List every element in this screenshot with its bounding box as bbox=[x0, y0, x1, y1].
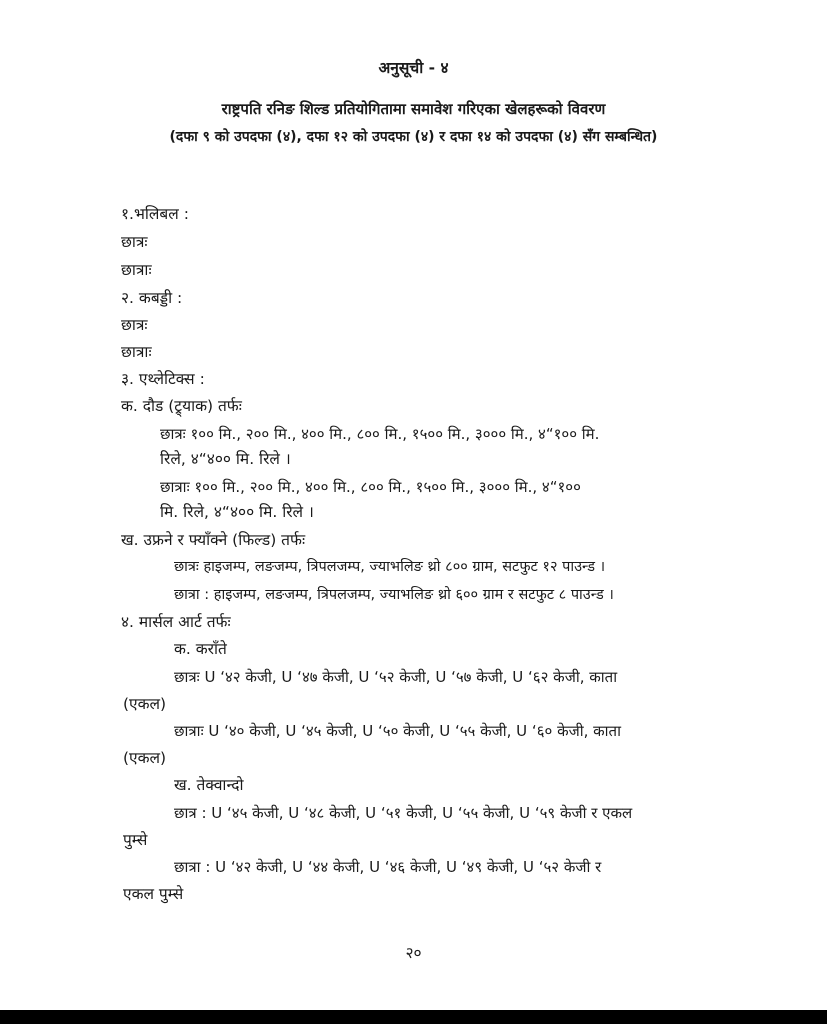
track-girls-line-1: छात्राः १०० मि., २०० मि., ४०० मि., ८०० मि., १५०० मि., ३००० मि., ४“१०० bbox=[160, 478, 581, 496]
field-girls-line: छात्रा : हाइजम्प, लङजम्प, त्रिपलजम्प, ज्याभलिङ थ्रो ६०० ग्राम र सटफुट ८ पाउन्ड । bbox=[174, 587, 614, 603]
taekwondo-girls-line-2: एकल पुम्से bbox=[123, 885, 184, 903]
document-title: राष्ट्रपति रनिङ शिल्ड प्रतियोगितामा समावेश गरिएका खेलहरूको विवरण bbox=[221, 100, 606, 118]
kabaddi-girls-line: छात्राः bbox=[121, 343, 152, 361]
track-boys-line-1: छात्रः १०० मि., २०० मि., ४०० मि., ८०० मि., १५०० मि., ३००० मि., ४“१०० मि. bbox=[160, 425, 600, 443]
track-subheading: क. दौड (ट्र्याक) तर्फः bbox=[121, 397, 242, 415]
karate-boys-line-1: छात्रः U ‘४२ केजी, U ‘४७ केजी, U ‘५२ केजी, U ‘५७ केजी, U ‘६२ केजी, काता bbox=[174, 668, 618, 686]
karate-boys-line-2: (एकल) bbox=[123, 695, 167, 713]
section-athletics-heading: ३. एथ्लेटिक्स : bbox=[121, 370, 205, 388]
schedule-heading: अनुसूची - ४ bbox=[378, 59, 449, 77]
karate-girls-line-2: (एकल) bbox=[123, 749, 167, 767]
section-martial-arts-heading: ४. मार्सल आर्ट तर्फः bbox=[121, 613, 231, 631]
page-number: २० bbox=[405, 944, 422, 962]
karate-girls-line-1: छात्राः U ‘४० केजी, U ‘४५ केजी, U ‘५० केजी, U ‘५५ केजी, U ‘६० केजी, काता bbox=[174, 722, 621, 740]
bottom-edge-bar bbox=[0, 1010, 827, 1024]
section-kabaddi-heading: २. कबड्डी : bbox=[121, 289, 183, 307]
field-boys-line: छात्रः हाइजम्प, लङजम्प, त्रिपलजम्प, ज्याभलिङ थ्रो ८०० ग्राम, सटफुट १२ पाउन्ड । bbox=[174, 559, 606, 575]
section-volleyball-heading: १.भलिबल : bbox=[121, 205, 189, 223]
taekwondo-boys-line-1: छात्र : U ‘४५ केजी, U ‘४८ केजी, U ‘५१ केजी, U ‘५५ केजी, U ‘५९ केजी र एकल bbox=[174, 804, 633, 822]
document-subtitle: (दफा ९ को उपदफा (४), दफा १२ को उपदफा (४) र दफा १४ को उपदफा (४) सँग सम्बन्धित) bbox=[169, 129, 658, 145]
volleyball-girls-line: छात्राः bbox=[121, 261, 152, 279]
kabaddi-boys-line: छात्रः bbox=[121, 316, 148, 334]
track-boys-line-2: रिले, ४“४०० मि. रिले । bbox=[160, 450, 291, 468]
taekwondo-subheading: ख. तेक्वान्दो bbox=[174, 776, 244, 794]
karate-subheading: क. कराँते bbox=[174, 640, 227, 658]
field-subheading: ख. उफ्रने र फ्याँक्ने (फिल्ड) तर्फः bbox=[121, 531, 306, 549]
taekwondo-boys-line-2: पुम्से bbox=[123, 831, 148, 849]
taekwondo-girls-line-1: छात्रा : U ‘४२ केजी, U ‘४४ केजी, U ‘४६ केजी, U ‘४९ केजी, U ‘५२ केजी र bbox=[174, 858, 602, 876]
volleyball-boys-line: छात्रः bbox=[121, 233, 148, 251]
track-girls-line-2: मि. रिले, ४“४०० मि. रिले । bbox=[160, 503, 314, 521]
